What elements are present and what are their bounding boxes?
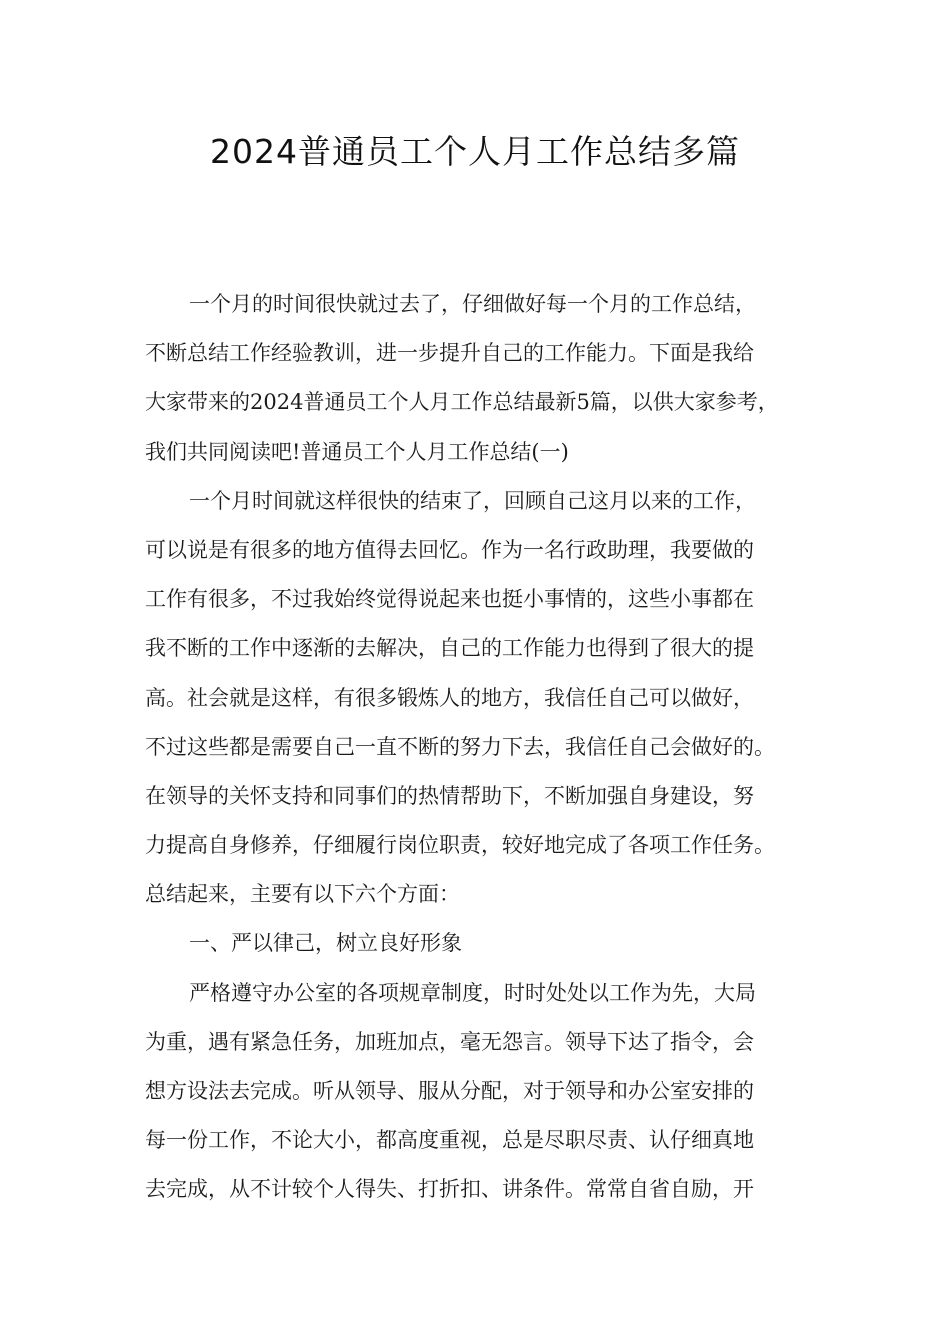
body-line: 力提高自身修养，仔细履行岗位职责，较好地完成了各项工作任务。 [145, 833, 775, 858]
body-line: 我不断的工作中逐渐的去解决，自己的工作能力也得到了很大的提 [145, 636, 754, 661]
document-body [145, 280, 820, 1215]
body-line: 大家带来的2024普通员工个人月工作总结最新5篇，以供大家参考， [145, 390, 779, 415]
body-line: 工作有很多，不过我始终觉得说起来也挺小事情的，这些小事都在 [145, 587, 754, 612]
body-line: 一个月的时间很快就过去了，仔细做好每一个月的工作总结， [189, 292, 756, 316]
body-line: 一个月时间就这样很快的结束了，回顾自己这月以来的工作， [189, 488, 756, 513]
document-title: 2024普通员工个人月工作总结多篇 [210, 132, 740, 171]
body-line: 不过这些都是需要自己一直不断的努力下去，我信任自己会做好的。 [145, 734, 775, 759]
body-line: 我们共同阅读吧!普通员工个人月工作总结(一) [145, 439, 569, 464]
body-line: 高。社会就是这样，有很多锻炼人的地方，我信任自己可以做好， [145, 685, 754, 710]
body-line: 每一份工作，不论大小，都高度重视，总是尽职尽责、认仔细真地 [145, 1128, 754, 1153]
body-line: 可以说是有很多的地方值得去回忆。作为一名行政助理，我要做的 [145, 537, 754, 562]
section-heading: 一、严以律己，树立良好形象 [189, 931, 462, 956]
body-line: 总结起来，主要有以下六个方面： [145, 882, 460, 907]
body-line: 为重，遇有紧急任务，加班加点，毫无怨言。领导下达了指令，会 [145, 1029, 754, 1054]
body-line: 想方设法去完成。听从领导、服从分配，对于领导和办公室安排的 [145, 1079, 754, 1103]
body-line: 在领导的关怀支持和同事们的热情帮助下，不断加强自身建设，努 [145, 783, 754, 808]
body-line: 去完成，从不计较个人得失、打折扣、讲条件。常常自省自励，开 [145, 1177, 754, 1202]
body-line: 不断总结工作经验教训，进一步提升自己的工作能力。下面是我给 [145, 341, 754, 366]
body-line: 严格遵守办公室的各项规章制度，时时处处以工作为先，大局 [189, 980, 756, 1005]
